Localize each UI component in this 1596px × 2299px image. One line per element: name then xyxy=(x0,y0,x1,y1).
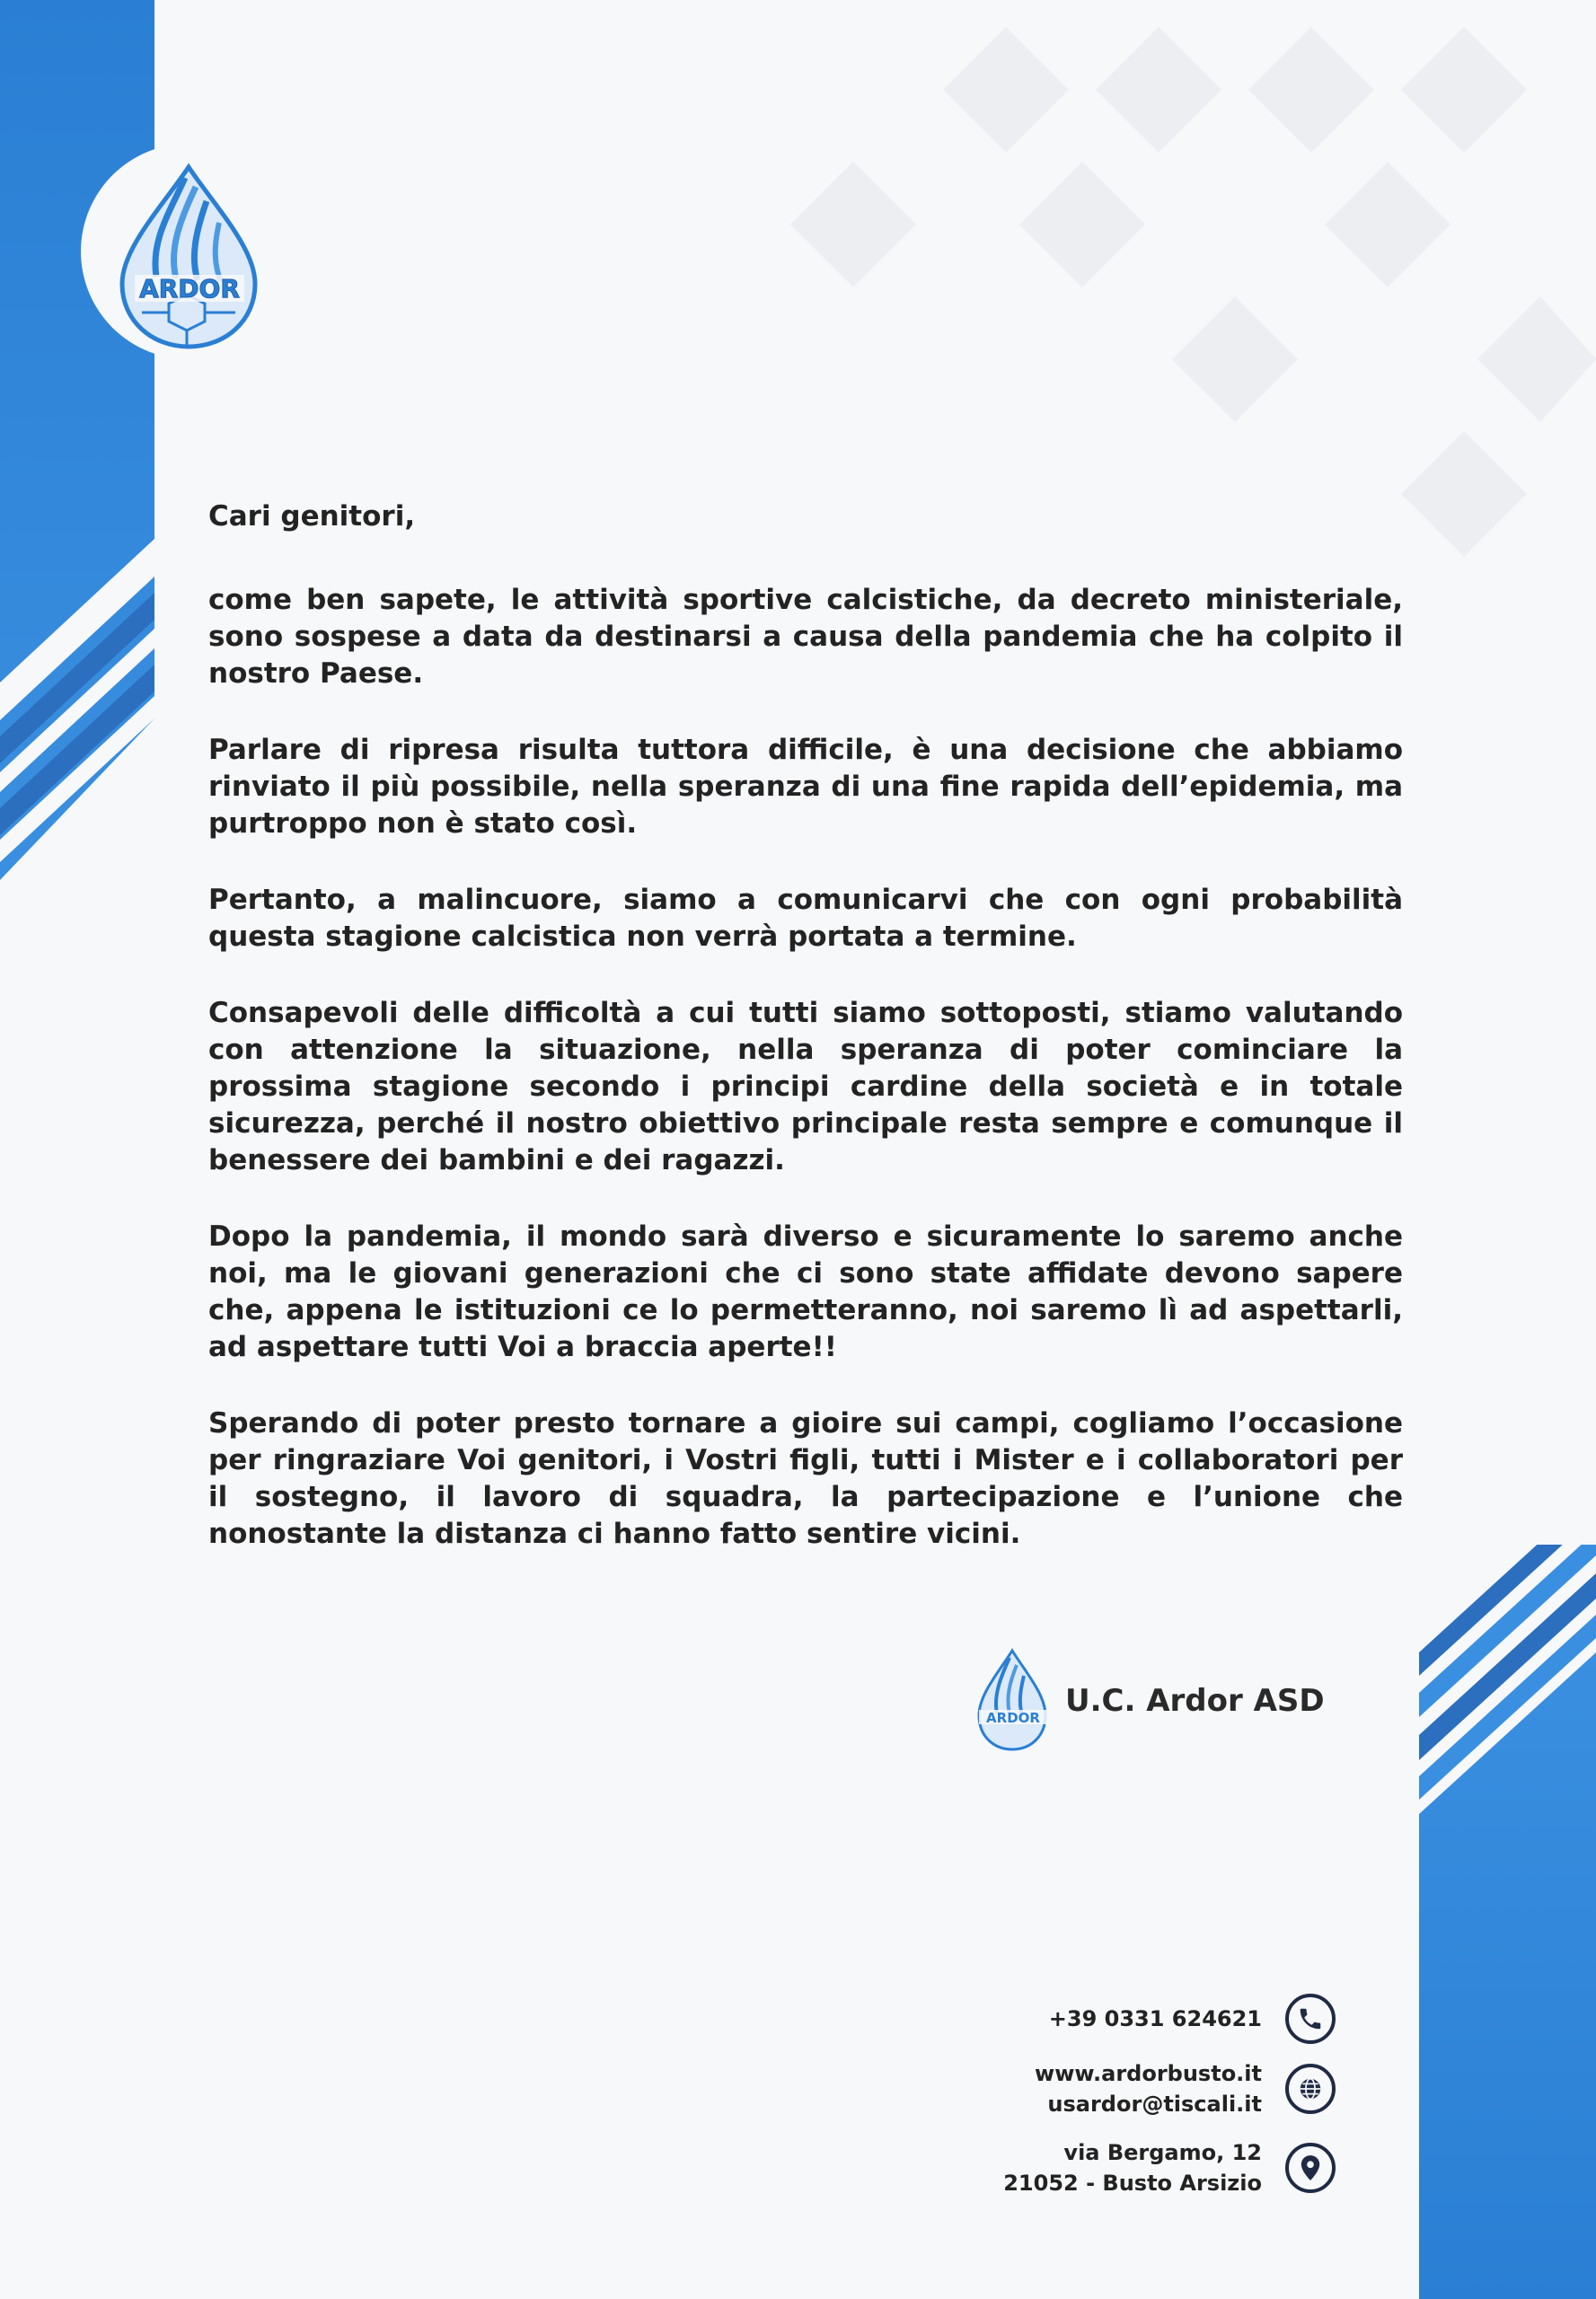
website-link[interactable]: www.ardorbusto.it xyxy=(1035,2061,1262,2086)
left-decorative-band xyxy=(0,0,180,916)
letter-greeting: Cari genitori, xyxy=(208,500,416,533)
web-email-text xyxy=(1035,2058,1262,2119)
address-city: 21052 - Busto Arsizio xyxy=(1003,2171,1262,2196)
letter-paragraph-6: Sperando di poter presto tornare a gioire sui campi, cogliamo l’occasione per ringraziare Voi genitori, i Vostri figli, tutti i Mister e i collaboratori per il sostegno, il lavoro di squadra, la partecipazione e l’unione che nonostante la distanza ci hanno fatto sentire vicini. xyxy=(208,1407,1403,1550)
contact-phone-row xyxy=(1049,1994,1336,2044)
letter-paragraph-2: Parlare di ripresa risulta tuttora difficile, è una decisione che abbiamo rinviato il più possibile, nella speranza di una fine rapida dell’epidemia, ma purtroppo non è stato così. xyxy=(208,734,1403,840)
address-text xyxy=(1003,2137,1262,2198)
letter-paragraph-3: Pertanto, a malincuore, siamo a comunicarvi che con ogni probabilità questa stagione calcistica non verrà portata a termine. xyxy=(208,884,1403,953)
organization-name: U.C. Ardor ASD xyxy=(1065,1683,1325,1719)
ardor-logo xyxy=(79,142,299,362)
logo-wordmark: ARDOR xyxy=(139,274,240,304)
address-street: via Bergamo, 12 xyxy=(1063,2140,1262,2165)
email-link[interactable]: usardor@tiscali.it xyxy=(1047,2092,1262,2117)
phone-icon xyxy=(1285,1994,1336,2044)
location-pin-icon xyxy=(1285,2143,1336,2193)
signature-logo-wordmark: ARDOR xyxy=(986,1710,1040,1726)
letter-paragraph-4: Consapevoli delle difficoltà a cui tutti siamo sottoposti, stiamo valutando con attenzione la situazione, nella speranza di poter cominciare la prossima stagione secondo i principi cardine della società e in totale sicurezza, perché il nostro obiettivo principale resta sempre e comunque il benessere dei bambini e dei ragazzi. xyxy=(208,997,1403,1176)
letter-body xyxy=(208,498,1403,1592)
phone-number[interactable]: +39 0331 624621 xyxy=(1048,2006,1262,2031)
contact-address-row xyxy=(1003,2137,1336,2198)
globe-icon xyxy=(1285,2064,1336,2114)
right-decorative-band xyxy=(1383,1545,1596,2299)
signature-logo xyxy=(972,1645,1053,1753)
contact-web-row xyxy=(1035,2058,1336,2119)
letter-paragraph-5: Dopo la pandemia, il mondo sarà diverso e sicuramente lo saremo anche noi, ma le giovani generazioni che ci sono state affidate devono sapere che, appena le istituzioni ce lo permetteranno, noi saremo lì ad aspettarli, ad aspettare tutti Voi a braccia aperte!! xyxy=(208,1220,1403,1363)
letter-paragraph-1: come ben sapete, le attività sportive calcistiche, da decreto ministeriale, sono sospese a data da destinarsi a causa della pandemia che ha colpito il nostro Paese. xyxy=(208,584,1403,690)
